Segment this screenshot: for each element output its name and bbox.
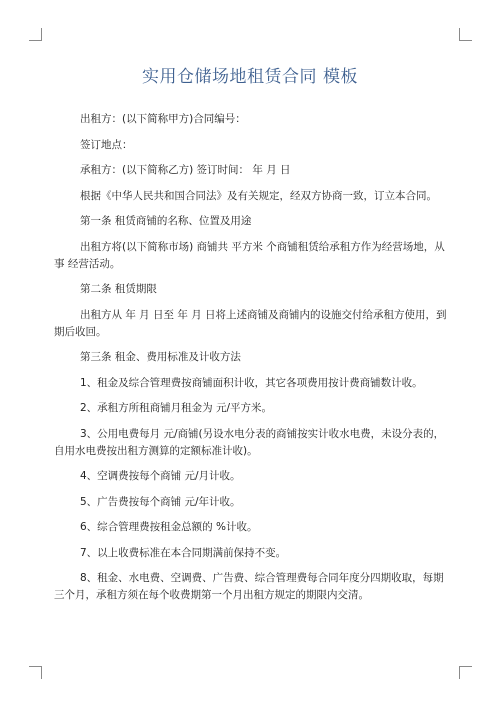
corner-mark-bottom-left (29, 666, 42, 679)
article-2-text-line-1: 出租方从 年 月 日至 年 月 日将上述商铺及商铺内的设施交付给承租方使用，到 (80, 308, 447, 321)
article-3-item-3-line-2: 自用水电费按出租方测算的定额标准计收)。 (54, 444, 258, 457)
article-3-item-6: 6、综合管理费按租金总额的 %计收。 (80, 521, 258, 533)
article-2-heading: 第二条 租赁期限 (80, 283, 157, 295)
corner-mark-top-right (459, 28, 472, 41)
article-3-item-3-line-1: 3、公用电费每月 元/商铺(另设水电分表的商铺按实计收水电费，未设分表的， (80, 427, 445, 440)
article-3-heading: 第三条 租金、费用标准及计收方法 (80, 351, 241, 363)
article-2-text-line-2: 期后收回。 (54, 325, 107, 338)
signing-place-line: 签订地点： (80, 138, 133, 151)
document-title: 实用仓储场地租赁合同 模板 (142, 67, 358, 87)
corner-mark-bottom-right (459, 666, 472, 679)
article-3-item-7: 7、以上收费标准在本合同期满前保持不变。 (80, 546, 287, 559)
lessor-line: 出租方：(以下简称甲方)合同编号： (80, 113, 246, 125)
preamble-paragraph: 根据《中华人民共和国合同法》及有关规定，经双方协商一致，订立本合同。 (80, 189, 437, 202)
article-1-text-line-2: 事 经营活动。 (54, 257, 121, 270)
article-3-item-5: 5、广告费按每个商铺 元/年计收。 (80, 495, 241, 508)
article-3-item-2: 2、承租方所租商铺月租金为 元/平方米。 (80, 402, 273, 414)
article-3-item-4: 4、空调费按每个商铺 元/月计收。 (80, 470, 241, 482)
corner-mark-top-left (29, 28, 42, 41)
lessee-line: 承租方：(以下简称乙方) 签订时间： 年 月 日 (80, 164, 291, 176)
article-3-item-8-line-2: 三个月，承租方须在每个收费期第一个月出租方规定的期限内交清。 (54, 589, 369, 601)
article-3-item-1: 1、租金及综合管理费按商铺面积计收，其它各项费用按计费商铺数计收。 (80, 376, 423, 389)
article-1-heading: 第一条 租赁商铺的名称、位置及用途 (80, 215, 252, 227)
article-1-text-line-1: 出租方将(以下简称市场) 商铺共 平方米 个商铺租赁给承租方作为经营场地，从 (80, 240, 445, 253)
article-3-item-8-line-1: 8、租金、水电费、空调费、广告费、综合管理费每合同年度分四期收取，每期 (80, 572, 444, 584)
contract-body (54, 111, 448, 613)
